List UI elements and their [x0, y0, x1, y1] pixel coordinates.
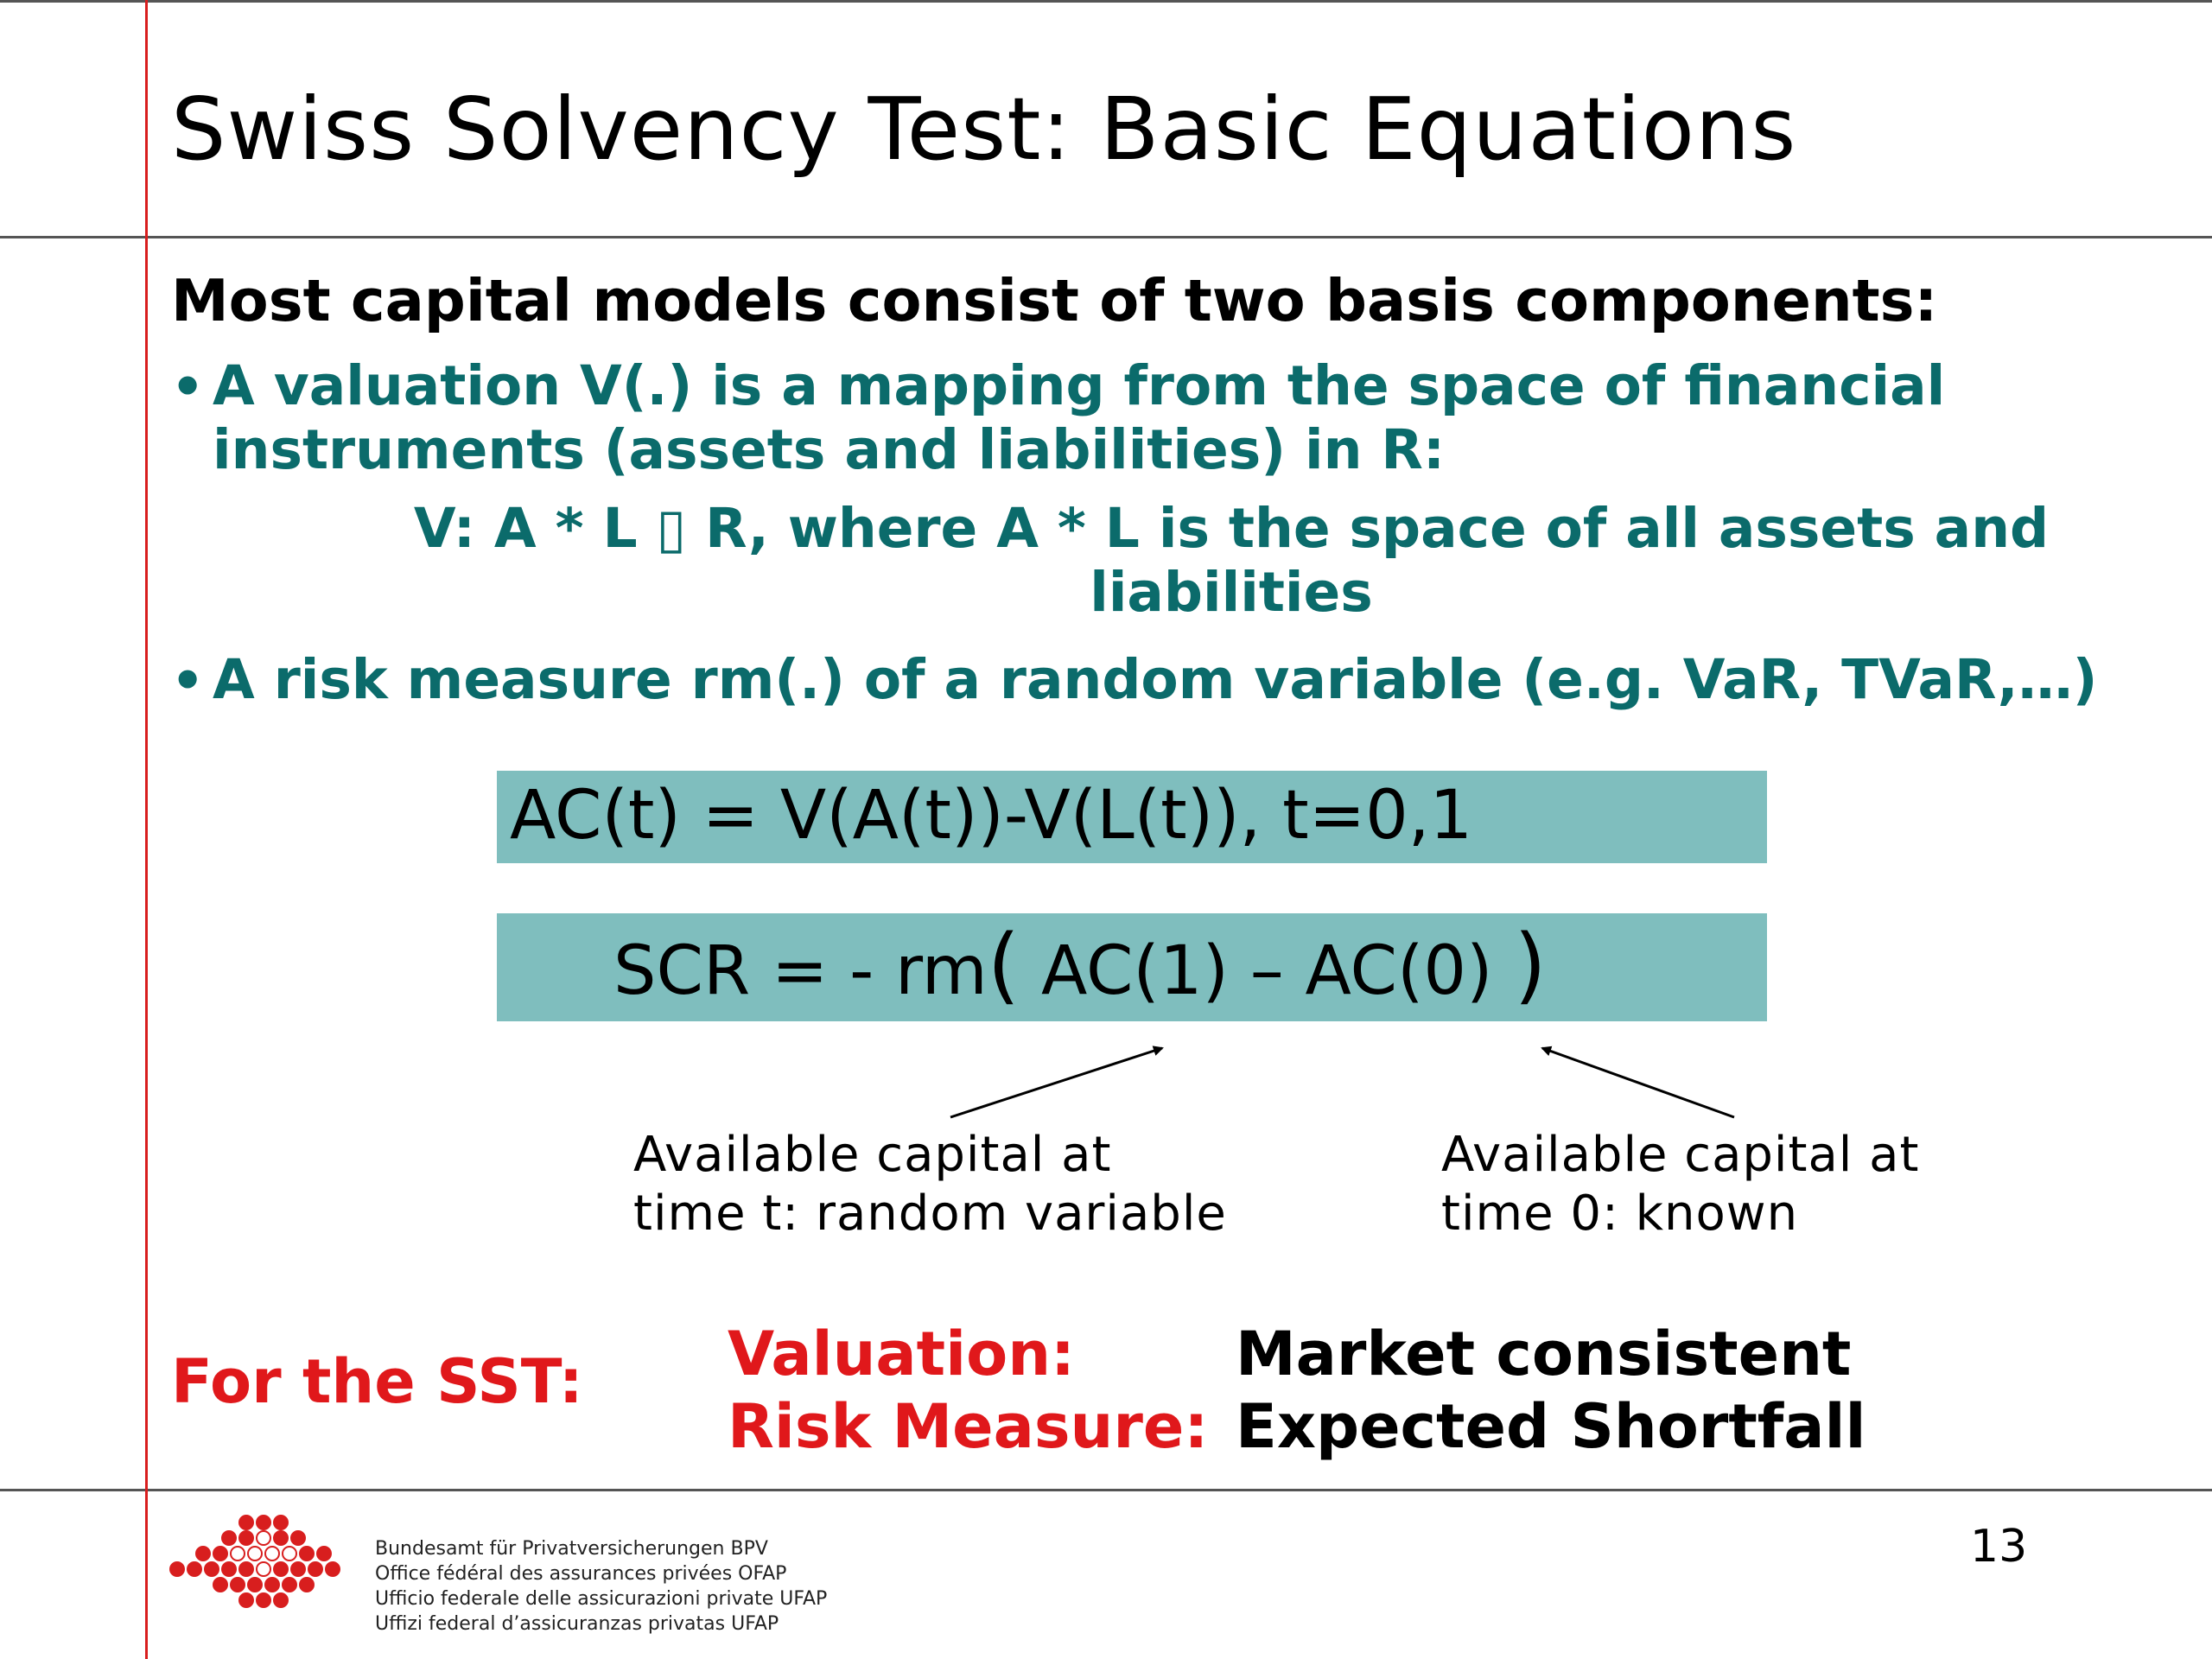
org-name-de: Bundesamt für Privatversicherungen BPV — [375, 1538, 768, 1560]
bullet-dot-icon: • — [171, 651, 205, 711]
organization-names — [375, 1536, 827, 1637]
arrow-left — [950, 1048, 1162, 1117]
annotation-right-line2: time 0: known — [1441, 1185, 1799, 1242]
org-name-fr: Office fédéral des assurances privées OFAP — [375, 1563, 787, 1585]
equation-scr-inner: AC(1) – AC(0) — [1020, 932, 1515, 1010]
valuation-formula-line1: V: A * L ▯ R, where A * L is the space of all assets and — [413, 497, 2050, 560]
annotation-available-capital-t — [633, 1126, 1227, 1243]
valuation-formula-line2: liabilities — [1090, 561, 1373, 624]
annotation-left-line2: time t: random variable — [633, 1185, 1227, 1242]
arrow-right — [1542, 1048, 1734, 1117]
slide-title: Swiss Solvency Test: Basic Equations — [171, 79, 1797, 180]
equation-scr-close-paren: ) — [1514, 917, 1547, 1014]
org-name-it: Ufficio federale delle assicurazioni private UFAP — [375, 1588, 828, 1610]
sst-row-risk-measure — [728, 1390, 1208, 1463]
sst-row-valuation — [728, 1318, 1075, 1390]
sst-key-valuation: Valuation: — [728, 1319, 1076, 1389]
bpv-logo-icon — [168, 1514, 359, 1635]
annotation-right-line1: Available capital at — [1441, 1127, 1920, 1183]
page-number: 13 — [1970, 1521, 2028, 1573]
bullet-risk-measure-text: A risk measure rm(.) of a random variable (e.g. VaR, TVaR,…) — [213, 648, 2098, 711]
annotation-left-line1: Available capital at — [633, 1127, 1112, 1183]
sst-value-valuation: Market consistent — [1236, 1319, 1852, 1389]
annotation-available-capital-0 — [1441, 1126, 1919, 1243]
bullet-dot-icon: • — [171, 357, 205, 417]
equation-scr-open-paren: ( — [987, 917, 1020, 1014]
org-name-rm: Uffizi federal d’assicuranzas privatas UFAP — [375, 1613, 779, 1635]
equation-ac: AC(t) = V(A(t))-V(L(t)), t=0,1 — [510, 777, 1473, 855]
intro-text: Most capital models consist of two basis components: — [171, 267, 1938, 334]
equation-scr-prefix: SCR = - rm — [613, 932, 988, 1010]
sst-key-risk-measure: Risk Measure: — [728, 1391, 1209, 1462]
bullet-valuation-line2: instruments (assets and liabilities) in R: — [213, 418, 1446, 481]
sst-value-risk-measure: Expected Shortfall — [1236, 1391, 1866, 1462]
bullet-valuation-line1: A valuation V(.) is a mapping from the space of financial — [213, 354, 1946, 417]
sst-label: For the SST: — [171, 1346, 583, 1417]
